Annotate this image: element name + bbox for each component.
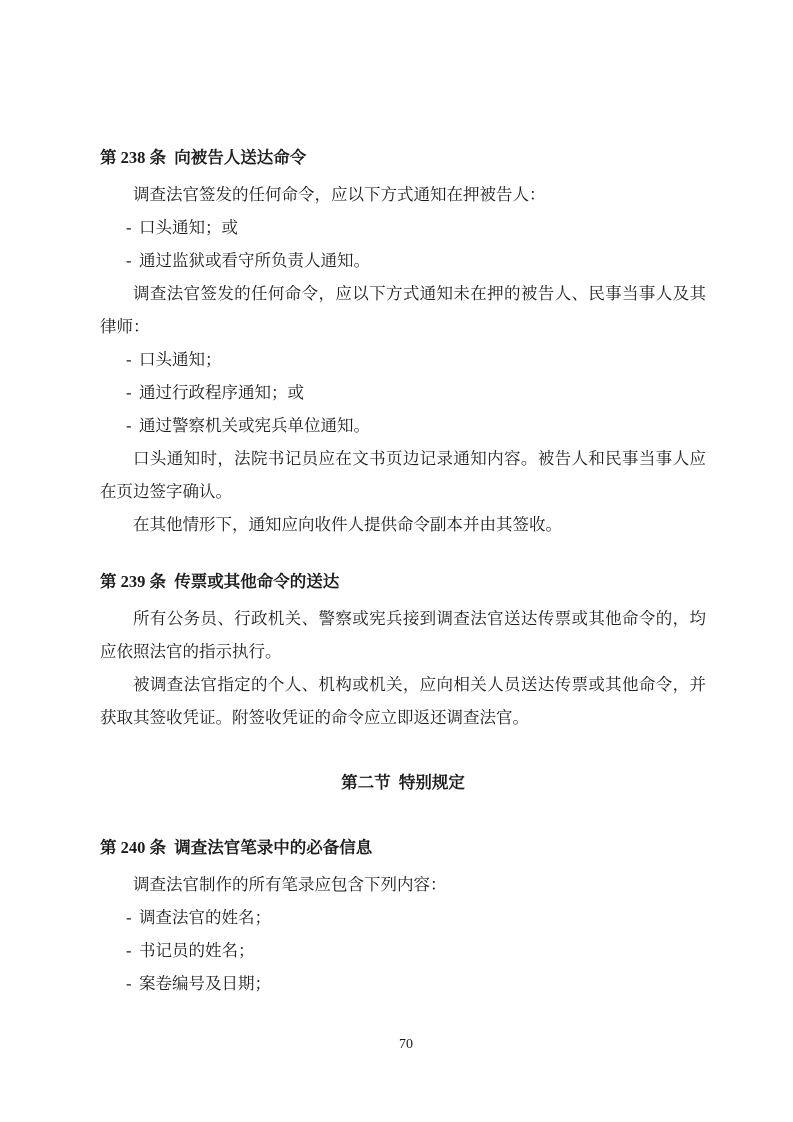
list-item [100,211,706,244]
list-dash: - [126,908,132,927]
section-2-heading: 第二节 特别规定 [341,773,465,792]
list-item-text: 调查法官的姓名； [139,908,271,927]
list-item [100,376,706,409]
list-dash: - [126,416,132,435]
list-item [100,934,706,967]
list-item [100,901,706,934]
article-238-paragraph-1: 调查法官签发的任何命令，应以下方式通知在押被告人： [133,185,546,204]
list-item [100,409,706,442]
page-number: 70 [399,1037,413,1052]
article-240-paragraph-1: 调查法官制作的所有笔录应包含下列内容： [133,875,447,894]
list-item [100,343,706,376]
list-dash: - [126,941,132,960]
article-239-title: 第 239 条 传票或其他命令的送达 [100,572,340,591]
list-item-text: 通过警察机关或宪兵单位通知。 [139,416,370,435]
list-item [100,244,706,277]
list-dash: - [126,218,132,237]
list-item [100,967,706,1000]
list-dash: - [126,974,132,993]
document-content [100,141,706,1000]
list-item-text: 通过监狱或看守所负责人通知。 [139,251,370,270]
list-item-text: 书记员的姓名； [139,941,255,960]
list-item-text: 通过行政程序通知；或 [139,383,304,402]
list-dash: - [126,383,132,402]
article-238-title: 第 238 条 向被告人送达命令 [100,148,307,167]
list-item-text: 案卷编号及日期； [139,974,271,993]
list-item-text: 口头通知； [139,350,222,369]
list-item-text: 口头通知；或 [139,218,238,237]
article-240-title: 第 240 条 调查法官笔录中的必备信息 [100,838,373,857]
article-239-paragraph-2: 被调查法官指定的个人、机构或机关，应向相关人员送达传票或其他命令，并获取其签收凭证。附签收凭证的命令应立即返还调查法官。 [100,675,706,727]
list-dash: - [126,251,132,270]
article-238-paragraph-3: 口头通知时，法院书记员应在文书页边记录通知内容。被告人和民事当事人应在页边签字确认。 [100,449,706,501]
article-239-paragraph-1: 所有公务员、行政机关、警察或宪兵接到调查法官送达传票或其他命令的，均应依照法官的指示执行。 [100,609,706,661]
article-238-paragraph-4: 在其他情形下，通知应向收件人提供命令副本并由其签收。 [133,515,562,534]
list-dash: - [126,350,132,369]
article-238-paragraph-2: 调查法官签发的任何命令，应以下方式通知未在押的被告人、民事当事人及其律师： [100,284,706,336]
